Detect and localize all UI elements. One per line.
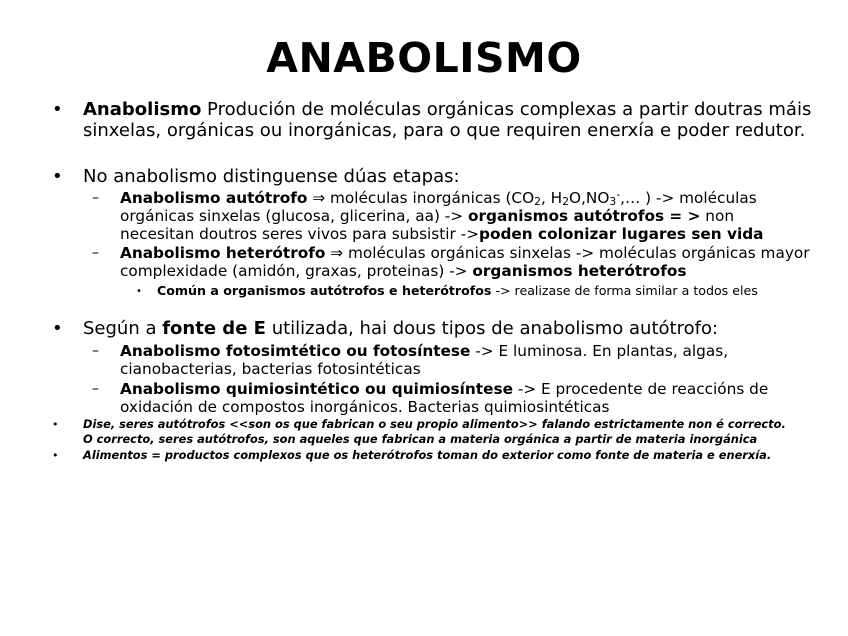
- small-bullet-marker: •: [136, 286, 142, 297]
- slide-title: ANABOLISMO: [266, 34, 582, 82]
- subsub-comun: [157, 284, 797, 298]
- text: O,NO: [569, 189, 610, 207]
- dash-marker: –: [92, 190, 99, 206]
- subscript: 2: [534, 195, 541, 208]
- note-alimentos: [83, 448, 843, 463]
- dash-marker: –: [92, 343, 99, 359]
- superscript: -: [616, 188, 621, 201]
- note-line: Alimentos = productos complexos que os heterótrofos toman do exterior como fonte de materia e enerxía.: [83, 448, 772, 462]
- dash-marker: –: [92, 381, 99, 397]
- dash-marker: –: [92, 245, 99, 261]
- bullet-marker: •: [52, 99, 63, 120]
- bullet-two-stages: No anabolismo distinguense dúas etapas:: [83, 166, 460, 187]
- text: Según a: [83, 318, 163, 339]
- term-fotosintese: Anabolismo fotosimtético ou fotosíntese: [120, 342, 471, 360]
- text: ⇒ moléculas orgánicas sinxelas -> moléculas orgánicas mayor complexidade (amidón, graxas, proteinas) ->: [120, 244, 810, 280]
- sub-anabolismo-heterotrofo: [120, 244, 810, 280]
- small-bullet-marker: •: [52, 449, 59, 462]
- sub-anabolismo-autotrofo: [120, 189, 810, 243]
- definition-text: Produción de moléculas orgánicas complexas a partir doutras máis sinxelas, orgánicas ou inorgánicas, para o que requiren enerxía e poder redutor.: [83, 99, 812, 141]
- sub-fotosintese: [120, 342, 810, 378]
- term-colonizar: poden colonizar lugares sen vida: [479, 225, 764, 243]
- text: -> realizase de forma similar a todos eles: [491, 283, 758, 298]
- text: -> E luminosa. En plantas, algas, cianobacterias, bacterias fotosintéticas: [120, 342, 729, 378]
- text: -> E procedente de reaccións de oxidación de compostos inorgánicos. Bacterias quimiosintéticas: [120, 380, 769, 416]
- text: , H: [540, 189, 563, 207]
- text: utilizada, hai dous tipos de anabolismo autótrofo:: [265, 318, 719, 339]
- bullet-marker: •: [52, 166, 63, 187]
- text: ⇒ moléculas inorgánicas (CO: [307, 189, 535, 207]
- term-organismos-heterotrofos: organismos heterótrofos: [472, 262, 687, 280]
- term-fonte-de-e: fonte de E: [162, 318, 266, 339]
- term-autotrofo: Anabolismo autótrofo: [120, 189, 308, 207]
- note-line: Dise, seres autótrofos <<son os que fabrican o seu propio alimento>> falando estrictamente non é correcto.: [83, 417, 786, 431]
- term-anabolismo: Anabolismo: [83, 99, 202, 120]
- term-quimiosintese: Anabolismo quimiosintético ou quimiosíntese: [120, 380, 513, 398]
- note-autotrofos: [83, 417, 843, 447]
- note-line: O correcto, seres autótrofos, son aqueles que fabrican a materia orgánica a partir de materia inorgánica: [83, 432, 758, 446]
- bullet-marker: •: [52, 318, 63, 339]
- term-comun: Común a organismos autótrofos e heterótrofos: [157, 283, 492, 298]
- term-organismos-autotrofos: organismos autótrofos = >: [468, 207, 701, 225]
- bullet-anabolismo-definition: [83, 99, 823, 141]
- sub-quimiosintese: [120, 380, 810, 416]
- text: ,… ) -> moléculas orgánicas sinxelas (glucosa, glicerina, aa) ->: [120, 189, 757, 225]
- term-heterotrofo: Anabolismo heterótrofo: [120, 244, 326, 262]
- subscript: 2: [562, 195, 569, 208]
- bullet-fonte-de-e: [83, 318, 823, 339]
- text: non necesitan doutros seres vivos para subsistir ->: [120, 207, 735, 243]
- subscript: 3: [609, 195, 617, 208]
- small-bullet-marker: •: [52, 418, 59, 431]
